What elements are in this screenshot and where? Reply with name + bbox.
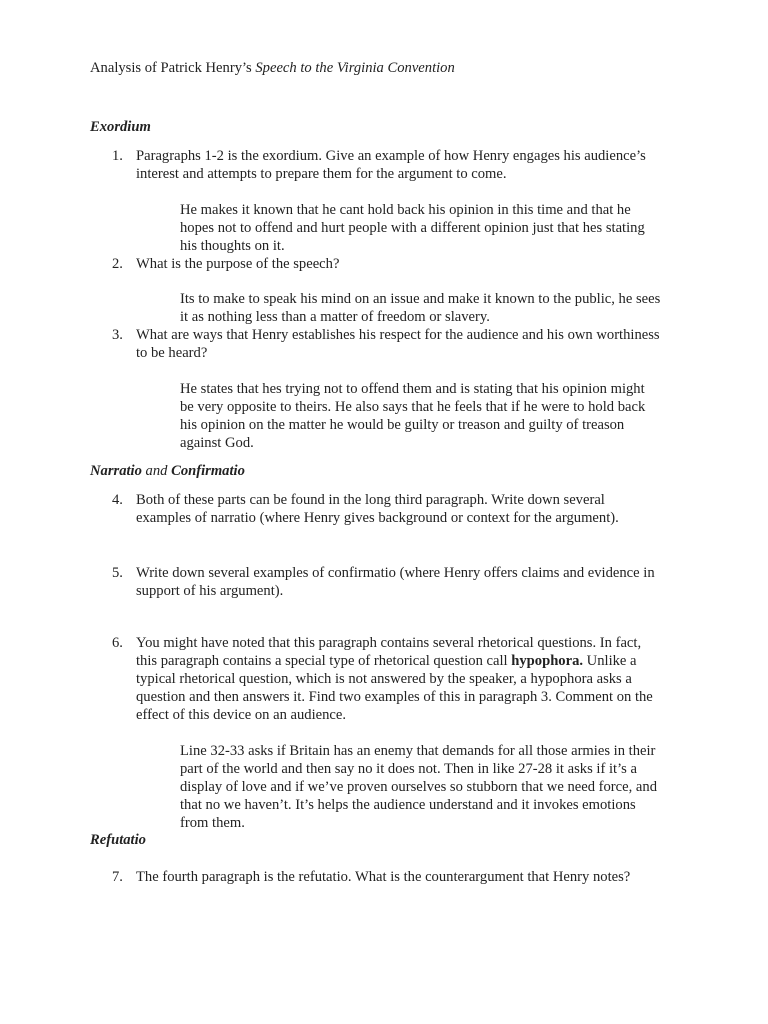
question-text [136, 255, 684, 273]
answer-6 [180, 742, 680, 832]
answer-line: Line 32-33 asks if Britain has an enemy that demands for all those armies in their [180, 743, 656, 759]
answer-line: be very opposite to theirs. He also says that he feels that if he were to hold back [180, 399, 646, 415]
answer-line: against God. [180, 435, 254, 451]
answer-line: display of love and if we’ve proven ourselves so stubborn that we need force, and [180, 779, 657, 795]
question-line: interest and attempts to prepare them for the argument to come. [136, 166, 507, 182]
document-title [90, 59, 455, 77]
heading-confirmatio: Confirmatio [171, 463, 245, 479]
question-number: 2. [112, 256, 123, 272]
answer-line: He makes it known that he cant hold back his opinion in this time and that he [180, 202, 631, 218]
term-hypophora: hypophora. [511, 653, 584, 669]
answer-line: part of the world and then say no it does not. Then in like 27-28 it asks if it’s a [180, 761, 637, 777]
question-line: You might have noted that this paragraph contains several rhetorical questions. In fact, [136, 635, 642, 651]
question-line: this paragraph contains a special type of rhetorical question call hypophora. Unlike a [136, 653, 637, 669]
question-number: 1. [112, 148, 123, 164]
answer-line: hopes not to offend and hurt people with a different opinion just that hes stating [180, 220, 645, 236]
question-line: effect of this device on an audience. [136, 707, 347, 723]
question-text [136, 491, 684, 527]
question-number: 3. [112, 327, 123, 343]
question-line: question and then answers it. Find two examples of this in paragraph 3. Comment on the [136, 689, 653, 705]
title-italic: Speech to the Virginia Convention [255, 60, 455, 76]
answer-line: that no we haven’t. It’s helps the audience understand and it invokes emotions [180, 797, 636, 813]
question-line: What are ways that Henry establishes his respect for the audience and his own worthiness [136, 327, 660, 343]
question-line: support of his argument). [136, 583, 284, 599]
question-line: examples of narratio (where Henry gives background or context for the argument). [136, 510, 619, 526]
title-prefix: Analysis of Patrick Henry’s [90, 60, 256, 76]
answer-3 [180, 380, 680, 452]
question-text [136, 147, 684, 183]
answer-2 [180, 290, 680, 326]
heading-and: and [141, 463, 172, 479]
question-line: Write down several examples of confirmatio (where Henry offers claims and evidence in [136, 565, 655, 581]
question-text [136, 326, 684, 362]
heading-narratio: Narratio [90, 463, 142, 479]
question-number: 7. [112, 869, 123, 885]
answer-line: He states that hes trying not to offend them and is stating that his opinion might [180, 381, 645, 397]
section-heading-refutatio: Refutatio [90, 832, 146, 848]
answer-line: from them. [180, 815, 245, 831]
question-line: Paragraphs 1-2 is the exordium. Give an example of how Henry engages his audience’s [136, 148, 646, 164]
question-number: 4. [112, 492, 123, 508]
section-heading-narratio-confirmatio [90, 462, 245, 480]
question-number: 6. [112, 635, 123, 651]
question-line: The fourth paragraph is the refutatio. What is the counterargument that Henry notes? [136, 869, 631, 885]
question-line: to be heard? [136, 345, 208, 361]
answer-1 [180, 201, 680, 255]
question-text [136, 564, 684, 600]
section-heading-exordium: Exordium [90, 119, 151, 135]
question-text [136, 634, 684, 724]
answer-line: his thoughts on it. [180, 238, 285, 254]
answer-line: his opinion on the matter he would be guilty or treason and guilty of treason [180, 417, 625, 433]
answer-line: Its to make to speak his mind on an issue and make it known to the public, he sees [180, 291, 661, 307]
question-line: typical rhetorical question, which is not answered by the speaker, a hypophora asks a [136, 671, 632, 687]
question-text [136, 868, 684, 886]
answer-line: it as nothing less than a matter of freedom or slavery. [180, 309, 490, 325]
question-number: 5. [112, 565, 123, 581]
question-line: What is the purpose of the speech? [136, 256, 340, 272]
question-line: Both of these parts can be found in the long third paragraph. Write down several [136, 492, 605, 508]
